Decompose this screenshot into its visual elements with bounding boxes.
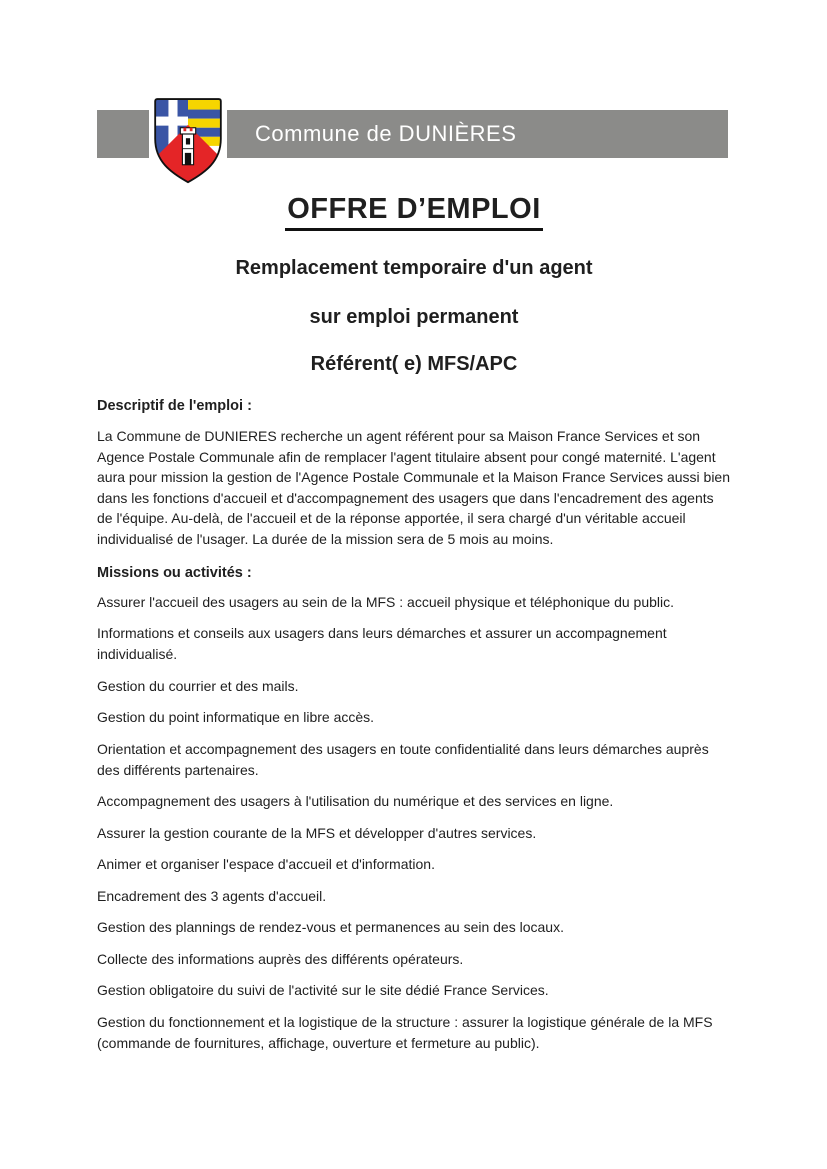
descriptif-paragraph: La Commune de DUNIERES recherche un agent référent pour sa Maison France Services et son Agence Postale Communale afin de remplacer l'agent titulaire absent pour congé maternité. L'agent aura pour mission la gestion de l'Agence Postale Communale et la Maison France Services aussi bien dans les fonctions d'accueil et d'accompagnement des usagers que dans l'encadrement des agents de l'équipe. Au-delà, de l'accueil et de la réponse apportée, il sera chargé d'un véritable accueil individualisé de l'usager. La durée de la mission sera de 5 mois au moins. (97, 428, 731, 547)
section-heading-missions: Missions ou activités : (97, 565, 252, 581)
mission-item: Gestion obligatoire du suivi de l'activité sur le site dédié France Services. (97, 982, 549, 998)
mission-item: Assurer l'accueil des usagers au sein de la MFS : accueil physique et téléphonique du public. (97, 593, 675, 610)
mission-item: Collecte des informations auprès des différents opérateurs. (97, 950, 464, 967)
mission-item: Orientation et accompagnement des usagers en toute confidentialité dans leurs démarches auprès des différents partenaires. (97, 740, 709, 778)
subtitle-line-1: Remplacement temporaire d'un agent (235, 257, 593, 279)
mission-item: Gestion des plannings de rendez-vous et permanences au sein des locaux. (97, 919, 564, 935)
mission-item: Gestion du fonctionnement et la logistique de la structure : assurer la logistique générale de la MFS (commande de fournitures, affichage, ouverture et fermeture au public). (97, 1013, 713, 1051)
document-body (97, 183, 731, 1054)
mission-item: Accompagnement des usagers à l'utilisation du numérique et des services en ligne. (97, 793, 614, 809)
mission-item: Gestion du courrier et des mails. (97, 677, 299, 694)
subtitle-line-2: sur emploi permanent (309, 306, 519, 328)
commune-coat-of-arms-icon (153, 97, 223, 185)
mission-item: Encadrement des 3 agents d'accueil. (97, 887, 327, 904)
crest-container (149, 92, 227, 189)
mission-item: Animer et organiser l'espace d'accueil et d'information. (97, 856, 435, 872)
mission-item: Assurer la gestion courante de la MFS et développer d'autres services. (97, 824, 537, 841)
mission-item: Gestion du point informatique en libre accès. (97, 709, 375, 725)
page-title (97, 193, 731, 231)
section-heading-descriptif: Descriptif de l'emploi : (97, 398, 252, 414)
mission-item: Informations et conseils aux usagers dans leurs démarches et assurer un accompagnement individualisé. (97, 625, 667, 662)
commune-name: Commune de DUNIÈRES (255, 121, 517, 146)
subtitle-line-3: Référent( e) MFS/APC (310, 353, 518, 375)
page-title-text: OFFRE D’EMPLOI (285, 193, 543, 231)
